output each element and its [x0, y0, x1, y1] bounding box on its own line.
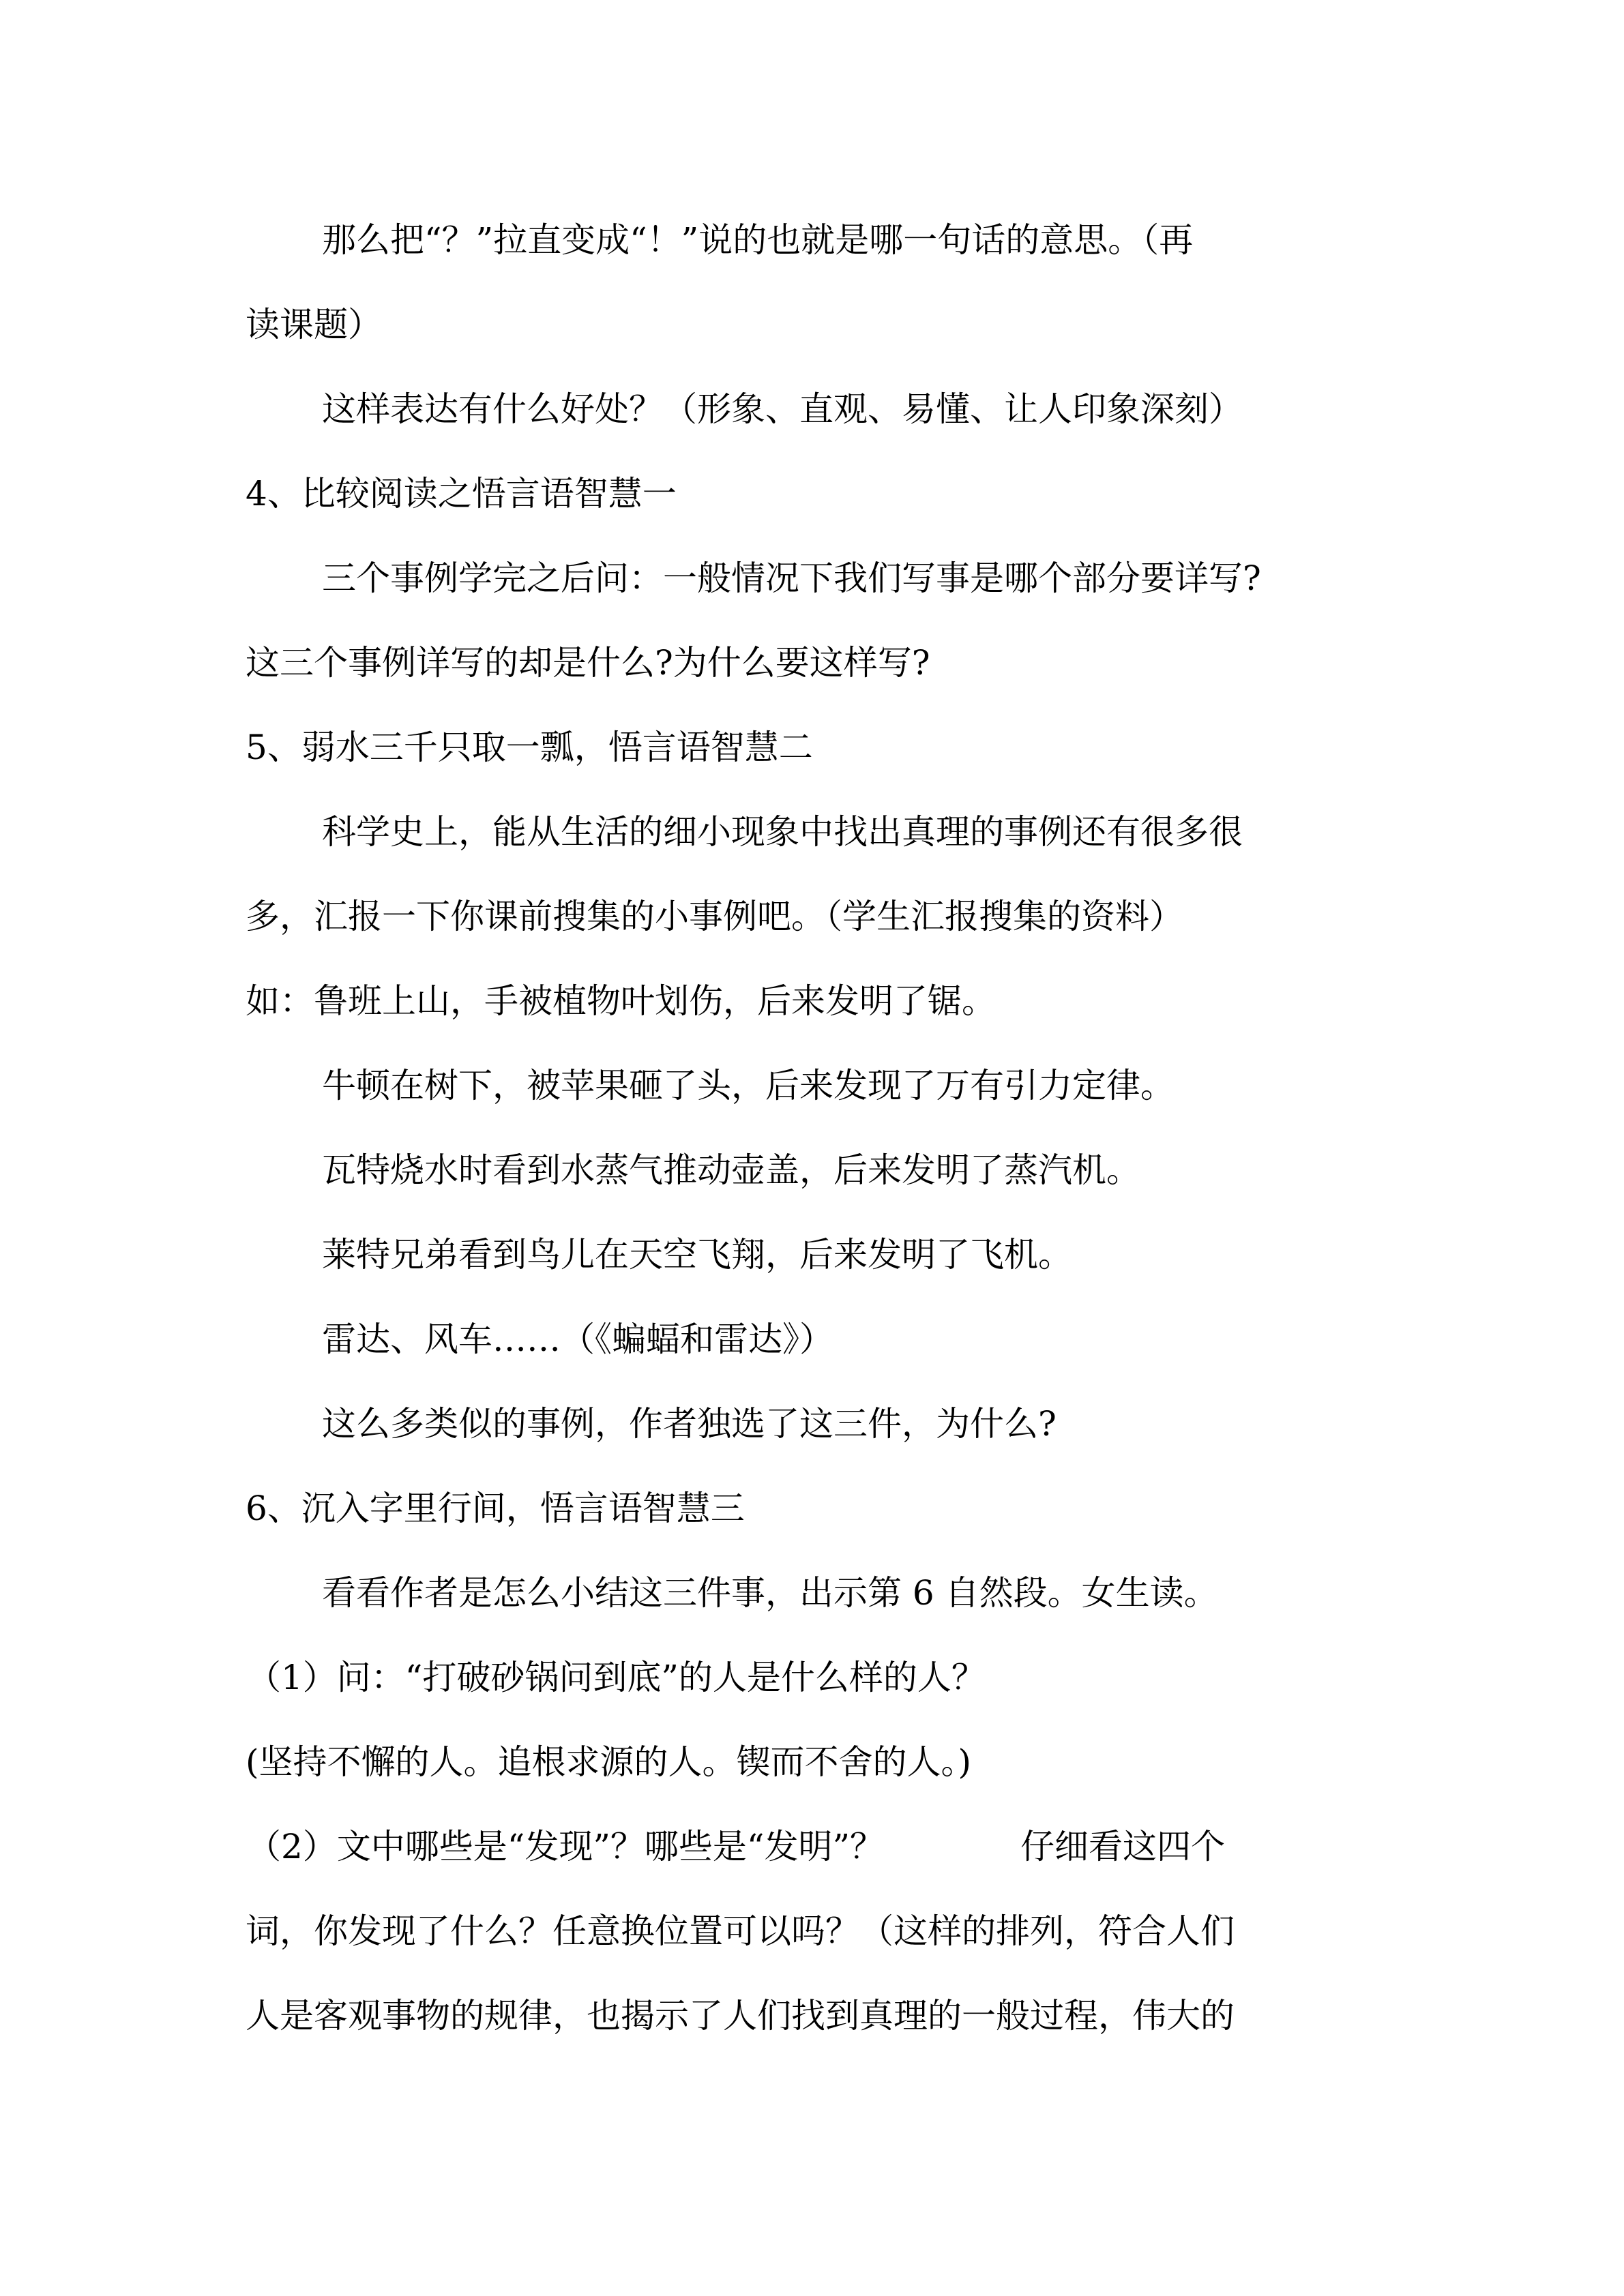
paragraph-line: 这样表达有什么好处？（形象、直观、易懂、让人印象深刻）	[322, 389, 1243, 429]
paragraph-line: 那么把“？”拉直变成“！”说的也就是哪一句话的意思。（再	[322, 220, 1194, 260]
paragraph-line: 三个事例学完之后问：一般情况下我们写事是哪个部分要详写?	[322, 558, 1261, 598]
section-heading: 5、弱水三千只取一瓢，悟言语智慧二	[246, 728, 813, 767]
example-line: 莱特兄弟看到鸟儿在天空飞翔，后来发明了飞机。	[322, 1235, 1072, 1274]
example-line: 瓦特烧水时看到水蒸气推动壶盖，后来发明了蒸汽机。	[322, 1150, 1140, 1190]
paragraph-line: 看看作者是怎么小结这三件事，出示第 6 自然段。女生读。	[322, 1573, 1218, 1613]
paragraph-line: 读课题）	[246, 305, 382, 344]
example-line: 牛顿在树下，被苹果砸了头，后来发现了万有引力定律。	[322, 1066, 1175, 1105]
paragraph-line: 人是客观事物的规律，也揭示了人们找到真理的一般过程，伟大的	[246, 1996, 1235, 2036]
section-heading: 6、沉入字里行间，悟言语智慧三	[246, 1489, 745, 1528]
paragraph-line: 科学史上，能从生活的细小现象中找出真理的事例还有很多很	[322, 812, 1243, 852]
question-part: （2）文中哪些是“发现”？哪些是“发明”？	[247, 1827, 885, 1866]
question-part: 仔细看这四个	[1020, 1827, 1226, 1866]
paragraph-line: 这三个事例详写的却是什么?为什么要这样写?	[246, 643, 930, 683]
paragraph-line: 多，汇报一下你课前搜集的小事例吧。（学生汇报搜集的资料）	[246, 897, 1183, 936]
example-line: 雷达、风车……（《蝙蝠和雷达》）	[322, 1320, 833, 1359]
question-line	[247, 1826, 1225, 1867]
paragraph-line: 词，你发现了什么？任意换位置可以吗？（这样的排列，符合人们	[246, 1911, 1235, 1951]
answer-line: (坚持不懈的人。追根求源的人。锲而不舍的人。)	[246, 1742, 972, 1782]
paragraph-line: 这么多类似的事例，作者独选了这三件，为什么?	[322, 1404, 1057, 1444]
question-line: （1）问：“打破砂锅问到底”的人是什么样的人？	[247, 1658, 986, 1697]
section-heading: 4、比较阅读之悟言语智慧一	[246, 474, 677, 513]
example-line: 如：鲁班上山，手被植物叶划伤，后来发明了锯。	[246, 981, 996, 1021]
